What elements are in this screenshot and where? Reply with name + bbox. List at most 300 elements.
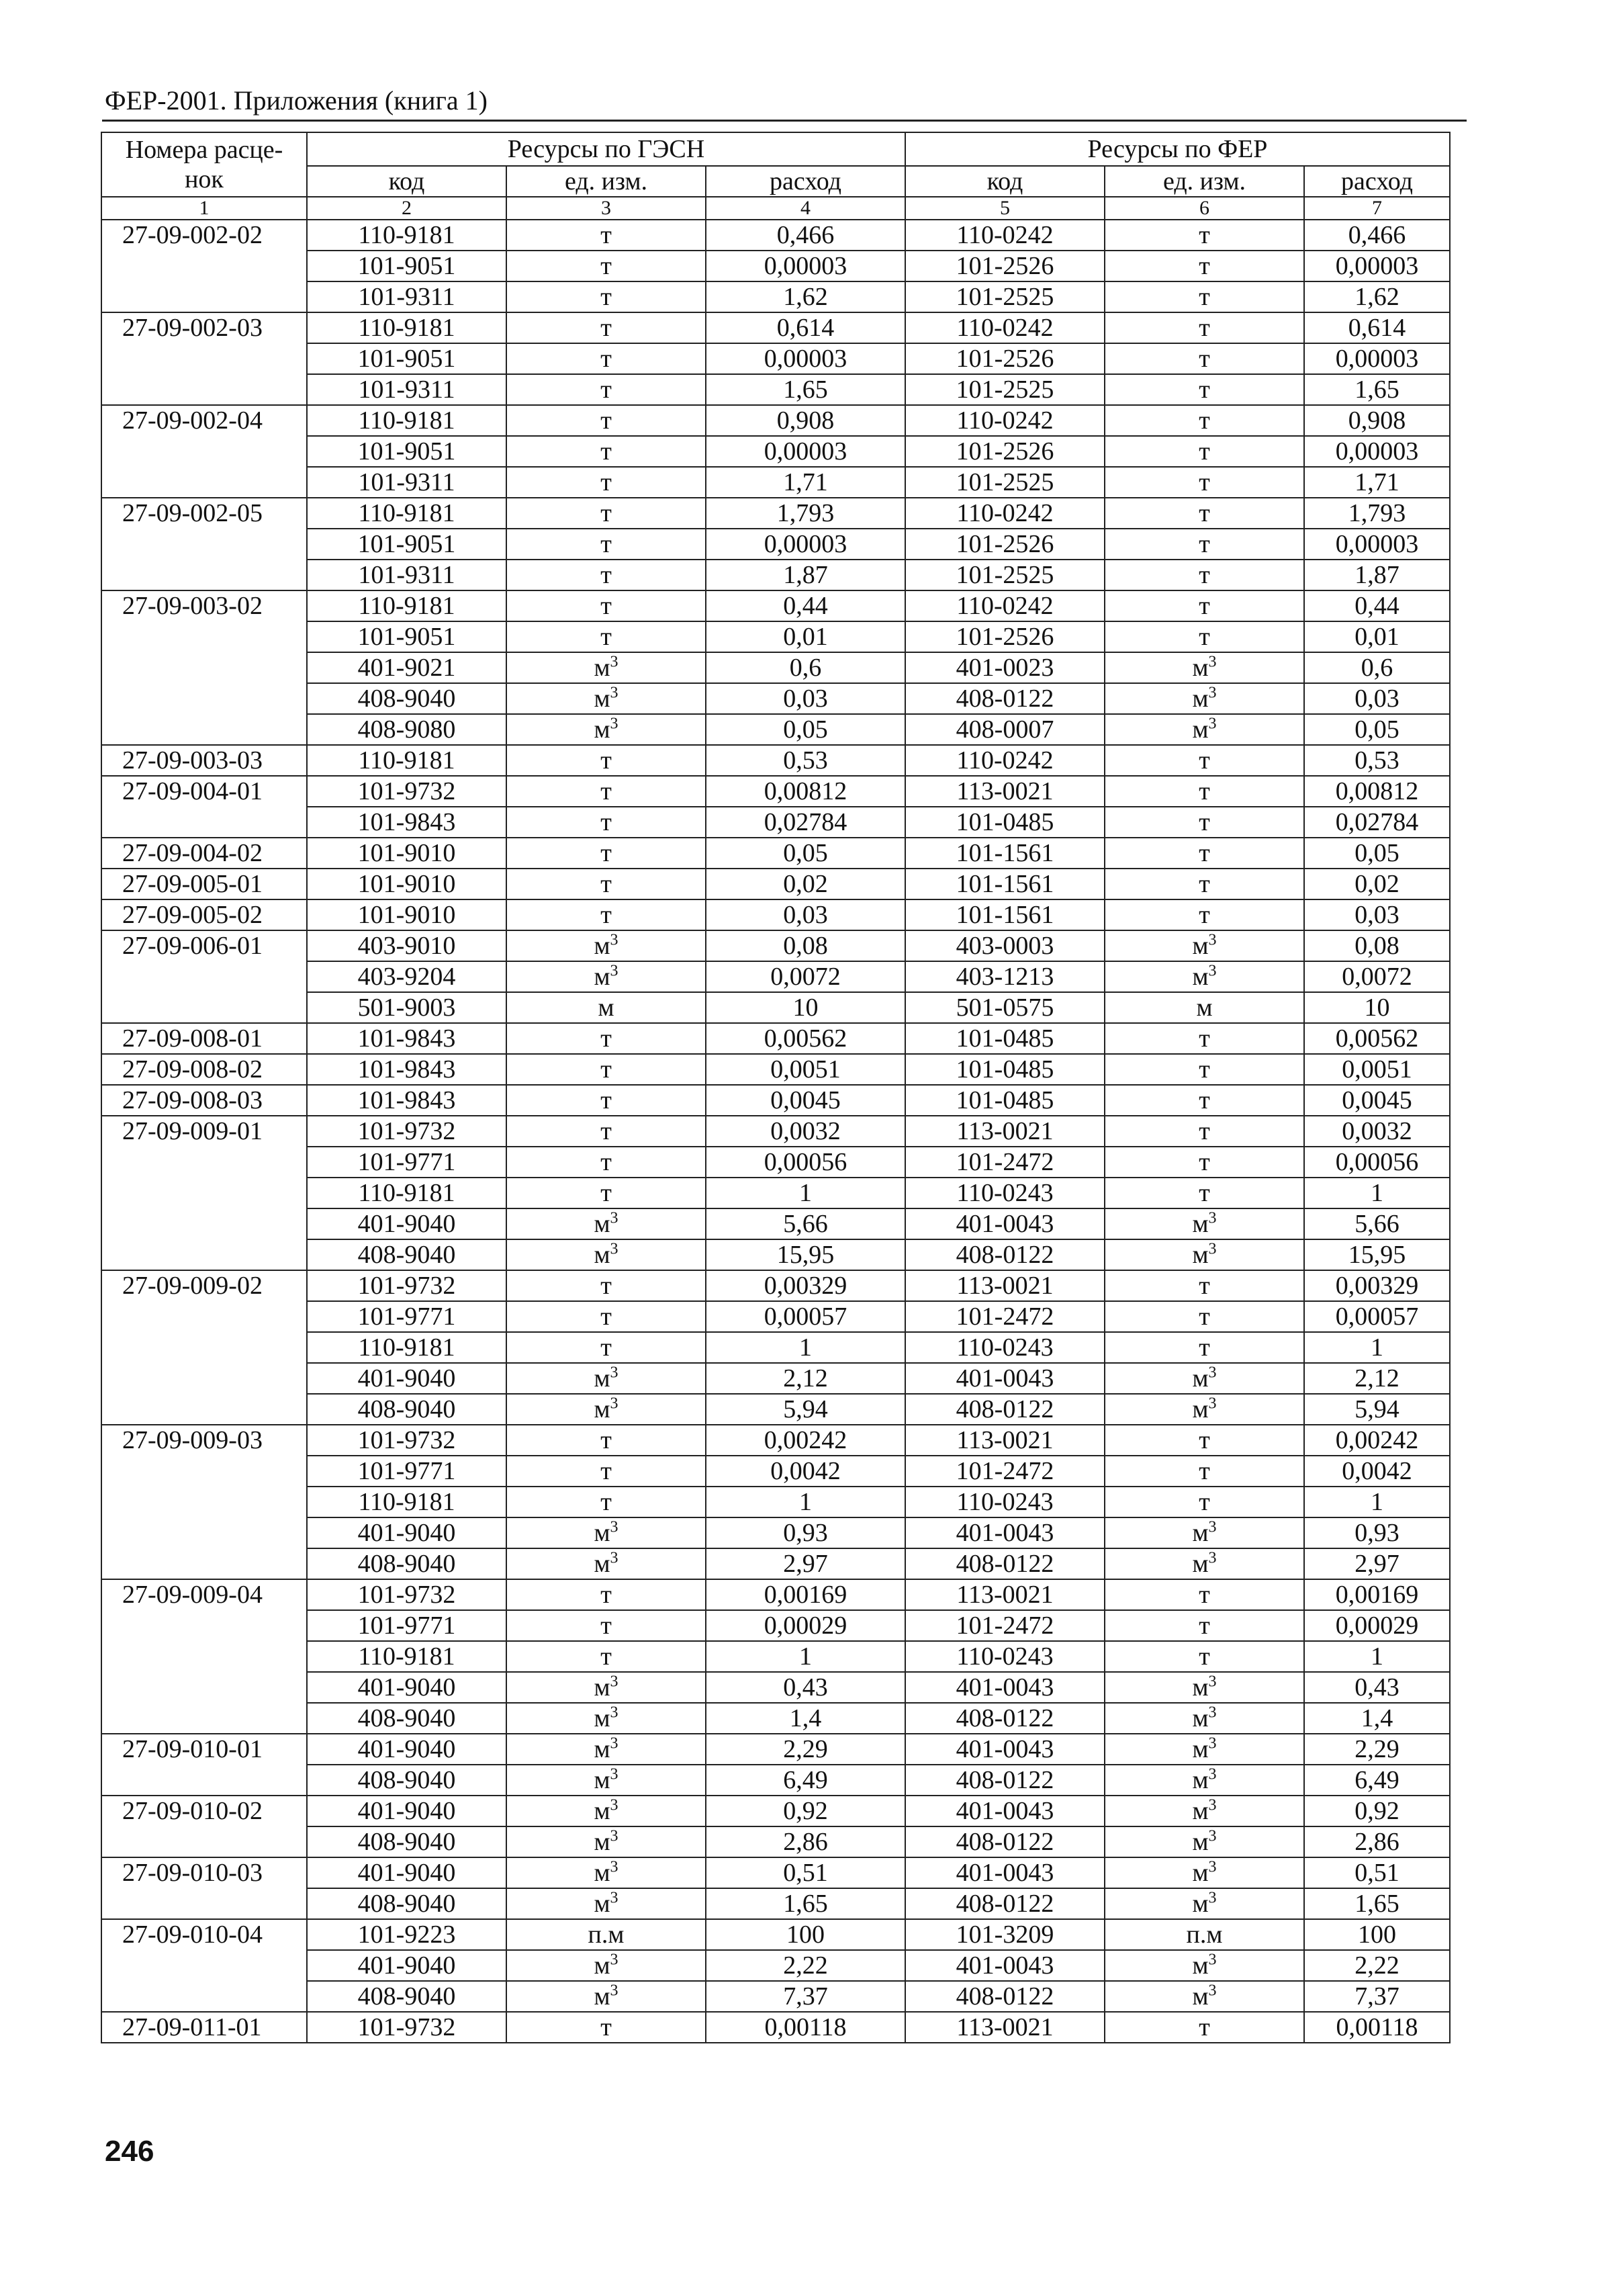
fer-code-cell: 113-0021 <box>905 776 1105 807</box>
gesn-consumption-cell: 0,05 <box>706 838 905 869</box>
gesn-code-cell: 101-9010 <box>307 899 506 930</box>
fer-unit-cell: $м^3$ <box>1105 930 1304 961</box>
col-header-fer-unit: ед. изм. <box>1105 166 1304 197</box>
fer-code-cell: 101-2472 <box>905 1147 1105 1178</box>
fer-consumption-cell: 0,0042 <box>1304 1456 1450 1487</box>
fer-consumption-cell: 100 <box>1304 1919 1450 1950</box>
fer-code-cell: 408-0122 <box>905 1888 1105 1919</box>
fer-code-cell: 408-0122 <box>905 1394 1105 1425</box>
rate-number-cell: 27-09-010-04 <box>101 1919 307 2012</box>
gesn-code-cell: 101-9771 <box>307 1456 506 1487</box>
gesn-code-cell: 401-9040 <box>307 1796 506 1826</box>
gesn-consumption-cell: 0,02784 <box>706 807 905 838</box>
fer-unit-cell: п.м <box>1105 1919 1304 1950</box>
gesn-unit-cell: т <box>506 1178 706 1208</box>
col-number: 7 <box>1304 197 1450 220</box>
fer-consumption-cell: 0,0045 <box>1304 1085 1450 1116</box>
gesn-code-cell: 101-9311 <box>307 560 506 590</box>
gesn-unit-cell: т <box>506 436 706 467</box>
gesn-code-cell: 110-9181 <box>307 1641 506 1672</box>
gesn-unit-cell: $м^3$ <box>506 1548 706 1579</box>
gesn-unit-cell: $м^3$ <box>506 1981 706 2012</box>
fer-consumption-cell: 0,0051 <box>1304 1054 1450 1085</box>
fer-code-cell: 101-0485 <box>905 1023 1105 1054</box>
gesn-unit-cell: т <box>506 405 706 436</box>
table-row <box>101 1579 1450 1610</box>
fer-code-cell: 403-1213 <box>905 961 1105 992</box>
table-row <box>101 405 1450 436</box>
fer-consumption-cell: 0,05 <box>1304 838 1450 869</box>
fer-unit-cell: $м^3$ <box>1105 1950 1304 1981</box>
gesn-code-cell: 110-9181 <box>307 590 506 621</box>
rate-number-cell: 27-09-009-03 <box>101 1425 307 1579</box>
fer-consumption-cell: 0,01 <box>1304 621 1450 652</box>
fer-unit-cell: т <box>1105 590 1304 621</box>
fer-consumption-cell: 0,00169 <box>1304 1579 1450 1610</box>
table-row <box>101 776 1450 807</box>
fer-consumption-cell: 2,86 <box>1304 1826 1450 1857</box>
gesn-consumption-cell: 0,93 <box>706 1517 905 1548</box>
gesn-consumption-cell: 1,65 <box>706 1888 905 1919</box>
rate-number-cell: 27-09-008-01 <box>101 1023 307 1054</box>
fer-unit-cell: т <box>1105 899 1304 930</box>
page-header: ФЕР-2001. Приложения (книга 1) <box>105 85 488 116</box>
fer-code-cell: 113-0021 <box>905 2012 1105 2043</box>
gesn-unit-cell: т <box>506 467 706 498</box>
gesn-consumption-cell: 15,95 <box>706 1239 905 1270</box>
fer-code-cell: 408-0007 <box>905 714 1105 745</box>
gesn-code-cell: 101-9010 <box>307 838 506 869</box>
table-row <box>101 590 1450 621</box>
fer-code-cell: 110-0243 <box>905 1641 1105 1672</box>
gesn-code-cell: 401-9021 <box>307 652 506 683</box>
gesn-unit-cell: т <box>506 1456 706 1487</box>
gesn-unit-cell: т <box>506 838 706 869</box>
fer-unit-cell: т <box>1105 343 1304 374</box>
gesn-consumption-cell: 0,00003 <box>706 343 905 374</box>
gesn-unit-cell: т <box>506 1610 706 1641</box>
gesn-consumption-cell: 0,00329 <box>706 1270 905 1301</box>
gesn-consumption-cell: 0,53 <box>706 745 905 776</box>
gesn-unit-cell: т <box>506 1425 706 1456</box>
fer-unit-cell: т <box>1105 560 1304 590</box>
fer-code-cell: 101-2472 <box>905 1301 1105 1332</box>
gesn-unit-cell: т <box>506 869 706 899</box>
gesn-consumption-cell: 0,03 <box>706 899 905 930</box>
table-row <box>101 1919 1450 1950</box>
fer-code-cell: 403-0003 <box>905 930 1105 961</box>
gesn-unit-cell: т <box>506 374 706 405</box>
table-row <box>101 745 1450 776</box>
fer-code-cell: 101-2525 <box>905 467 1105 498</box>
gesn-code-cell: 408-9040 <box>307 683 506 714</box>
gesn-code-cell: 101-9771 <box>307 1147 506 1178</box>
gesn-consumption-cell: 2,86 <box>706 1826 905 1857</box>
gesn-consumption-cell: 0,44 <box>706 590 905 621</box>
fer-code-cell: 110-0243 <box>905 1332 1105 1363</box>
gesn-consumption-cell: 1,4 <box>706 1703 905 1734</box>
gesn-code-cell: 401-9040 <box>307 1517 506 1548</box>
gesn-unit-cell: $м^3$ <box>506 1208 706 1239</box>
table-row <box>101 1054 1450 1085</box>
gesn-consumption-cell: 10 <box>706 992 905 1023</box>
rate-number-cell: 27-09-009-04 <box>101 1579 307 1734</box>
gesn-consumption-cell: 0,00056 <box>706 1147 905 1178</box>
fer-unit-cell: т <box>1105 621 1304 652</box>
gesn-unit-cell: т <box>506 1332 706 1363</box>
fer-code-cell: 408-0122 <box>905 1703 1105 1734</box>
fer-consumption-cell: 1,87 <box>1304 560 1450 590</box>
gesn-consumption-cell: 6,49 <box>706 1765 905 1796</box>
table-row <box>101 1270 1450 1301</box>
fer-unit-cell: $м^3$ <box>1105 1734 1304 1765</box>
fer-code-cell: 101-0485 <box>905 1054 1105 1085</box>
gesn-consumption-cell: 0,614 <box>706 312 905 343</box>
gesn-consumption-cell: 1 <box>706 1332 905 1363</box>
rate-number-cell: 27-09-011-01 <box>101 2012 307 2043</box>
gesn-code-cell: 501-9003 <box>307 992 506 1023</box>
fer-unit-cell: т <box>1105 436 1304 467</box>
gesn-unit-cell: т <box>506 1487 706 1517</box>
fer-consumption-cell: 0,00056 <box>1304 1147 1450 1178</box>
fer-unit-cell: т <box>1105 281 1304 312</box>
fer-code-cell: 110-0242 <box>905 745 1105 776</box>
gesn-code-cell: 101-9311 <box>307 281 506 312</box>
rate-number-cell: 27-09-010-02 <box>101 1796 307 1857</box>
fer-consumption-cell: 0,92 <box>1304 1796 1450 1826</box>
rate-number-cell: 27-09-008-02 <box>101 1054 307 1085</box>
fer-unit-cell: $м^3$ <box>1105 1672 1304 1703</box>
fer-unit-cell: $м^3$ <box>1105 1548 1304 1579</box>
fer-code-cell: 101-2526 <box>905 529 1105 560</box>
rate-number-cell: 27-09-008-03 <box>101 1085 307 1116</box>
gesn-consumption-cell: 1,65 <box>706 374 905 405</box>
gesn-code-cell: 101-9771 <box>307 1610 506 1641</box>
gesn-code-cell: 401-9040 <box>307 1363 506 1394</box>
gesn-consumption-cell: 0,92 <box>706 1796 905 1826</box>
gesn-unit-cell: $м^3$ <box>506 930 706 961</box>
gesn-consumption-cell: 0,08 <box>706 930 905 961</box>
gesn-unit-cell: т <box>506 560 706 590</box>
fer-unit-cell: $м^3$ <box>1105 1981 1304 2012</box>
fer-unit-cell: т <box>1105 1178 1304 1208</box>
page-number: 246 <box>105 2135 154 2168</box>
gesn-code-cell: 101-9051 <box>307 251 506 281</box>
resources-table <box>101 132 1451 2043</box>
gesn-code-cell: 408-9040 <box>307 1239 506 1270</box>
fer-unit-cell: $м^3$ <box>1105 1363 1304 1394</box>
rate-number-cell: 27-09-006-01 <box>101 930 307 1023</box>
gesn-code-cell: 110-9181 <box>307 1332 506 1363</box>
col-header-fer-consumption: расход <box>1304 166 1450 197</box>
table-row <box>101 838 1450 869</box>
table-row <box>101 1023 1450 1054</box>
fer-code-cell: 101-2472 <box>905 1456 1105 1487</box>
rate-number-cell: 27-09-002-05 <box>101 498 307 590</box>
fer-code-cell: 401-0043 <box>905 1857 1105 1888</box>
fer-consumption-cell: 2,97 <box>1304 1548 1450 1579</box>
rate-number-cell: 27-09-003-03 <box>101 745 307 776</box>
gesn-consumption-cell: 0,6 <box>706 652 905 683</box>
fer-code-cell: 408-0122 <box>905 1826 1105 1857</box>
gesn-consumption-cell: 0,05 <box>706 714 905 745</box>
fer-code-cell: 401-0043 <box>905 1517 1105 1548</box>
fer-unit-cell: $м^3$ <box>1105 1208 1304 1239</box>
fer-consumption-cell: 1 <box>1304 1332 1450 1363</box>
gesn-code-cell: 101-9051 <box>307 436 506 467</box>
fer-code-cell: 401-0043 <box>905 1363 1105 1394</box>
gesn-consumption-cell: 1,793 <box>706 498 905 529</box>
gesn-code-cell: 401-9040 <box>307 1208 506 1239</box>
fer-code-cell: 101-2472 <box>905 1610 1105 1641</box>
fer-code-cell: 110-0243 <box>905 1178 1105 1208</box>
fer-code-cell: 408-0122 <box>905 683 1105 714</box>
fer-code-cell: 101-2526 <box>905 343 1105 374</box>
table-row <box>101 312 1450 343</box>
gesn-code-cell: 408-9040 <box>307 1765 506 1796</box>
fer-code-cell: 101-1561 <box>905 838 1105 869</box>
fer-consumption-cell: 1,65 <box>1304 374 1450 405</box>
gesn-code-cell: 408-9040 <box>307 1981 506 2012</box>
rate-number-cell: 27-09-004-01 <box>101 776 307 838</box>
fer-consumption-cell: 0,00003 <box>1304 343 1450 374</box>
fer-unit-cell: т <box>1105 1270 1304 1301</box>
gesn-unit-cell: т <box>506 1270 706 1301</box>
fer-unit-cell: $м^3$ <box>1105 1239 1304 1270</box>
gesn-consumption-cell: 2,12 <box>706 1363 905 1394</box>
fer-unit-cell: $м^3$ <box>1105 1796 1304 1826</box>
gesn-code-cell: 408-9040 <box>307 1548 506 1579</box>
gesn-unit-cell: т <box>506 281 706 312</box>
fer-code-cell: 101-0485 <box>905 1085 1105 1116</box>
fer-unit-cell: т <box>1105 807 1304 838</box>
fer-consumption-cell: 0,44 <box>1304 590 1450 621</box>
fer-consumption-cell: 0,02784 <box>1304 807 1450 838</box>
rate-number-cell: 27-09-009-02 <box>101 1270 307 1425</box>
fer-code-cell: 101-0485 <box>905 807 1105 838</box>
rate-number-cell: 27-09-005-02 <box>101 899 307 930</box>
fer-consumption-cell: 0,00562 <box>1304 1023 1450 1054</box>
fer-consumption-cell: 0,6 <box>1304 652 1450 683</box>
fer-code-cell: 101-1561 <box>905 869 1105 899</box>
gesn-unit-cell: $м^3$ <box>506 683 706 714</box>
fer-unit-cell: м <box>1105 992 1304 1023</box>
fer-consumption-cell: 7,37 <box>1304 1981 1450 2012</box>
fer-code-cell: 110-0242 <box>905 220 1105 251</box>
gesn-code-cell: 101-9732 <box>307 2012 506 2043</box>
col-header-gesn-unit: ед. изм. <box>506 166 706 197</box>
fer-code-cell: 401-0043 <box>905 1950 1105 1981</box>
group-header-gesn: Ресурсы по ГЭСН <box>307 132 905 166</box>
table-row <box>101 1796 1450 1826</box>
fer-unit-cell: т <box>1105 312 1304 343</box>
fer-consumption-cell: 0,00003 <box>1304 529 1450 560</box>
fer-consumption-cell: 10 <box>1304 992 1450 1023</box>
gesn-code-cell: 408-9040 <box>307 1703 506 1734</box>
gesn-code-cell: 110-9181 <box>307 220 506 251</box>
fer-unit-cell: $м^3$ <box>1105 1826 1304 1857</box>
gesn-code-cell: 110-9181 <box>307 498 506 529</box>
fer-consumption-cell: 0,466 <box>1304 220 1450 251</box>
table-row <box>101 1857 1450 1888</box>
gesn-unit-cell: т <box>506 498 706 529</box>
gesn-code-cell: 101-9732 <box>307 776 506 807</box>
fer-unit-cell: т <box>1105 1147 1304 1178</box>
fer-code-cell: 101-3209 <box>905 1919 1105 1950</box>
gesn-consumption-cell: 0,01 <box>706 621 905 652</box>
gesn-unit-cell: $м^3$ <box>506 1239 706 1270</box>
fer-consumption-cell: 0,00029 <box>1304 1610 1450 1641</box>
fer-consumption-cell: 5,66 <box>1304 1208 1450 1239</box>
table-row <box>101 930 1450 961</box>
table-row <box>101 1085 1450 1116</box>
fer-code-cell: 501-0575 <box>905 992 1105 1023</box>
fer-code-cell: 110-0243 <box>905 1487 1105 1517</box>
fer-unit-cell: т <box>1105 745 1304 776</box>
gesn-unit-cell: т <box>506 1579 706 1610</box>
fer-unit-cell: т <box>1105 2012 1304 2043</box>
gesn-unit-cell: т <box>506 621 706 652</box>
fer-unit-cell: т <box>1105 1301 1304 1332</box>
fer-consumption-cell: 0,00329 <box>1304 1270 1450 1301</box>
table-body <box>101 220 1450 2043</box>
gesn-consumption-cell: 1,71 <box>706 467 905 498</box>
gesn-code-cell: 101-9732 <box>307 1579 506 1610</box>
gesn-unit-cell: $м^3$ <box>506 1796 706 1826</box>
gesn-consumption-cell: 2,22 <box>706 1950 905 1981</box>
gesn-unit-cell: $м^3$ <box>506 1703 706 1734</box>
gesn-code-cell: 110-9181 <box>307 745 506 776</box>
table-row <box>101 1425 1450 1456</box>
fer-unit-cell: т <box>1105 1456 1304 1487</box>
gesn-unit-cell: т <box>506 529 706 560</box>
gesn-unit-cell: $м^3$ <box>506 1950 706 1981</box>
fer-consumption-cell: 1,71 <box>1304 467 1450 498</box>
table-row <box>101 899 1450 930</box>
fer-unit-cell: т <box>1105 251 1304 281</box>
fer-unit-cell: $м^3$ <box>1105 1394 1304 1425</box>
gesn-code-cell: 408-9040 <box>307 1394 506 1425</box>
fer-consumption-cell: 0,614 <box>1304 312 1450 343</box>
fer-unit-cell: т <box>1105 1610 1304 1641</box>
gesn-consumption-cell: 0,0042 <box>706 1456 905 1487</box>
fer-unit-cell: т <box>1105 498 1304 529</box>
gesn-unit-cell: т <box>506 1301 706 1332</box>
fer-consumption-cell: 1 <box>1304 1178 1450 1208</box>
fer-unit-cell: т <box>1105 1054 1304 1085</box>
fer-consumption-cell: 2,22 <box>1304 1950 1450 1981</box>
gesn-consumption-cell: 1,87 <box>706 560 905 590</box>
fer-unit-cell: $м^3$ <box>1105 652 1304 683</box>
gesn-unit-cell: т <box>506 251 706 281</box>
gesn-unit-cell: т <box>506 899 706 930</box>
gesn-code-cell: 101-9732 <box>307 1270 506 1301</box>
fer-consumption-cell: 1 <box>1304 1487 1450 1517</box>
rate-number-cell: 27-09-009-01 <box>101 1116 307 1270</box>
gesn-unit-cell: т <box>506 776 706 807</box>
gesn-consumption-cell: 0,51 <box>706 1857 905 1888</box>
fer-code-cell: 113-0021 <box>905 1270 1105 1301</box>
fer-code-cell: 401-0043 <box>905 1208 1105 1239</box>
fer-code-cell: 401-0043 <box>905 1672 1105 1703</box>
fer-code-cell: 101-1561 <box>905 899 1105 930</box>
fer-unit-cell: т <box>1105 1116 1304 1147</box>
gesn-code-cell: 401-9040 <box>307 1950 506 1981</box>
gesn-consumption-cell: 0,00118 <box>706 2012 905 2043</box>
fer-unit-cell: т <box>1105 467 1304 498</box>
gesn-code-cell: 401-9040 <box>307 1857 506 1888</box>
fer-consumption-cell: 5,94 <box>1304 1394 1450 1425</box>
gesn-code-cell: 101-9771 <box>307 1301 506 1332</box>
gesn-code-cell: 101-9732 <box>307 1116 506 1147</box>
rate-number-cell: 27-09-004-02 <box>101 838 307 869</box>
group-header-fer: Ресурсы по ФЕР <box>905 132 1450 166</box>
gesn-consumption-cell: 2,97 <box>706 1548 905 1579</box>
gesn-code-cell: 101-9843 <box>307 807 506 838</box>
gesn-unit-cell: $м^3$ <box>506 1394 706 1425</box>
gesn-consumption-cell: 0,00003 <box>706 251 905 281</box>
gesn-code-cell: 408-9080 <box>307 714 506 745</box>
fer-code-cell: 110-0242 <box>905 405 1105 436</box>
gesn-code-cell: 408-9040 <box>307 1888 506 1919</box>
fer-code-cell: 408-0122 <box>905 1765 1105 1796</box>
gesn-code-cell: 401-9040 <box>307 1734 506 1765</box>
gesn-unit-cell: $м^3$ <box>506 1765 706 1796</box>
rate-number-cell: 27-09-010-03 <box>101 1857 307 1919</box>
fer-code-cell: 110-0242 <box>905 590 1105 621</box>
fer-unit-cell: т <box>1105 776 1304 807</box>
gesn-unit-cell: $м^3$ <box>506 1888 706 1919</box>
fer-code-cell: 408-0122 <box>905 1548 1105 1579</box>
fer-unit-cell: т <box>1105 1425 1304 1456</box>
fer-unit-cell: т <box>1105 838 1304 869</box>
gesn-consumption-cell: 0,00057 <box>706 1301 905 1332</box>
gesn-consumption-cell: 1 <box>706 1641 905 1672</box>
rate-number-cell: 27-09-005-01 <box>101 869 307 899</box>
fer-consumption-cell: 1,4 <box>1304 1703 1450 1734</box>
gesn-code-cell: 101-9010 <box>307 869 506 899</box>
gesn-unit-cell: $м^3$ <box>506 1672 706 1703</box>
gesn-unit-cell: $м^3$ <box>506 1826 706 1857</box>
fer-unit-cell: т <box>1105 529 1304 560</box>
fer-consumption-cell: 0,53 <box>1304 745 1450 776</box>
col-number: 1 <box>101 197 307 220</box>
col-header-gesn-consumption: расход <box>706 166 905 197</box>
fer-unit-cell: $м^3$ <box>1105 1857 1304 1888</box>
gesn-code-cell: 101-9843 <box>307 1085 506 1116</box>
fer-code-cell: 101-2525 <box>905 374 1105 405</box>
fer-consumption-cell: 0,0072 <box>1304 961 1450 992</box>
fer-unit-cell: $м^3$ <box>1105 961 1304 992</box>
gesn-consumption-cell: 0,466 <box>706 220 905 251</box>
gesn-consumption-cell: 0,00169 <box>706 1579 905 1610</box>
fer-consumption-cell: 0,08 <box>1304 930 1450 961</box>
fer-consumption-cell: 1,793 <box>1304 498 1450 529</box>
fer-consumption-cell: 6,49 <box>1304 1765 1450 1796</box>
fer-code-cell: 401-0043 <box>905 1796 1105 1826</box>
fer-consumption-cell: 0,0032 <box>1304 1116 1450 1147</box>
gesn-code-cell: 101-9051 <box>307 343 506 374</box>
gesn-code-cell: 101-9051 <box>307 621 506 652</box>
gesn-consumption-cell: 0,00562 <box>706 1023 905 1054</box>
gesn-consumption-cell: 1 <box>706 1487 905 1517</box>
gesn-unit-cell: м <box>506 992 706 1023</box>
fer-code-cell: 101-2526 <box>905 621 1105 652</box>
col-number: 2 <box>307 197 506 220</box>
fer-code-cell: 113-0021 <box>905 1579 1105 1610</box>
gesn-consumption-cell: 0,0051 <box>706 1054 905 1085</box>
rate-number-cell: 27-09-010-01 <box>101 1734 307 1796</box>
